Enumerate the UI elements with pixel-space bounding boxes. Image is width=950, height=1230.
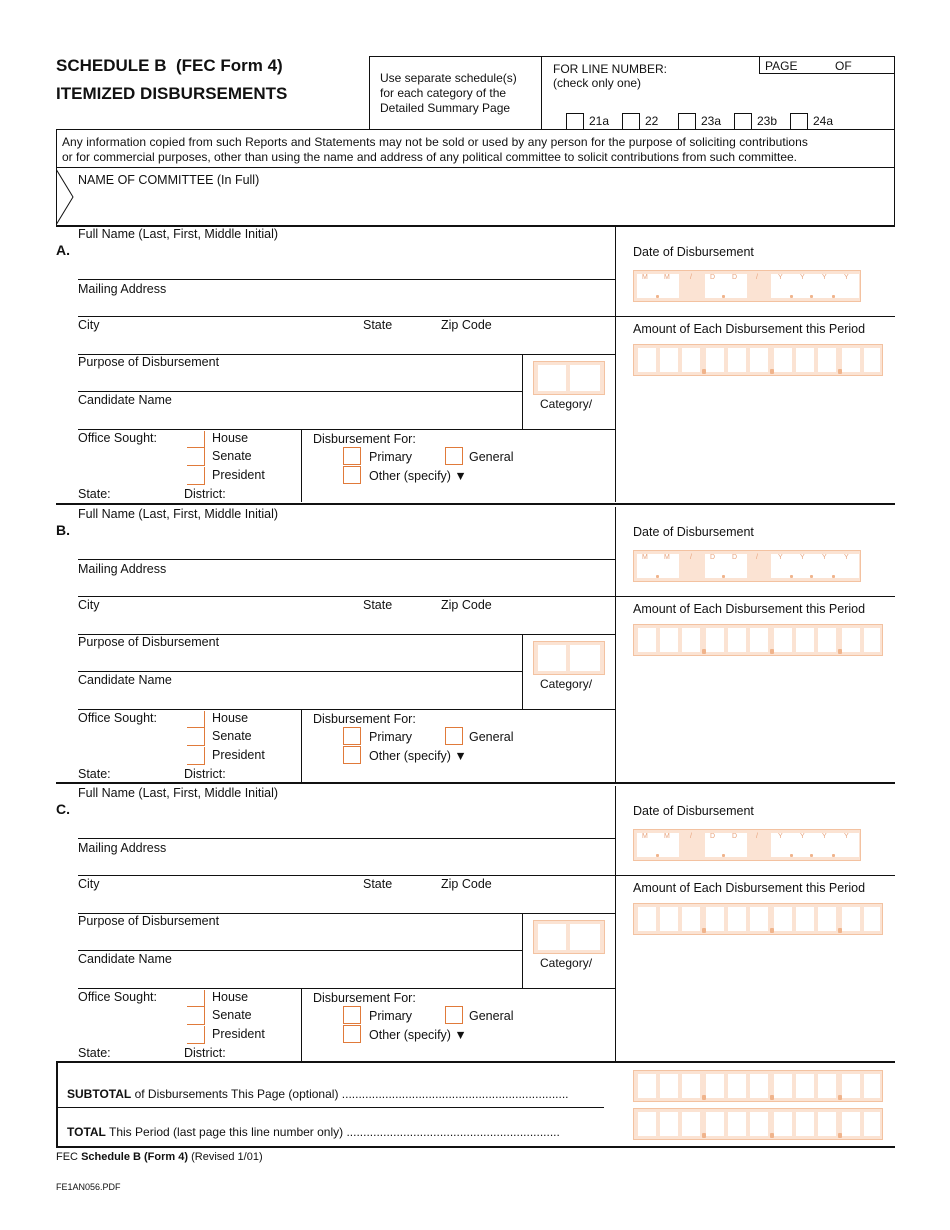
date-placeholder: Y bbox=[778, 554, 783, 561]
full-name-label: Full Name (Last, First, Middle Initial) bbox=[78, 786, 279, 800]
mailing-address-input[interactable] bbox=[78, 297, 608, 315]
category-type-field[interactable] bbox=[533, 361, 605, 395]
date-placeholder: / bbox=[690, 833, 692, 840]
check-only-one: (check only one) bbox=[553, 76, 642, 90]
mailing-address-label: Mailing Address bbox=[78, 562, 167, 576]
office-state-label: State: bbox=[78, 487, 111, 501]
date-placeholder: M bbox=[642, 833, 648, 840]
zip-label: Zip Code bbox=[441, 877, 492, 891]
house-label: House bbox=[212, 431, 249, 445]
amount-label: Amount of Each Disbursement this Period bbox=[633, 322, 866, 336]
president-label: President bbox=[212, 748, 265, 762]
house-label: House bbox=[212, 711, 249, 725]
line-23b-label: 23b bbox=[757, 114, 778, 128]
full-name-input[interactable] bbox=[78, 802, 608, 836]
city-label: City bbox=[78, 598, 100, 612]
date-placeholder: D bbox=[710, 833, 716, 840]
office-sought-label: Office Sought: bbox=[78, 711, 157, 725]
purpose-input[interactable] bbox=[78, 371, 518, 389]
disbursement-for-label: Disbursement For: bbox=[313, 712, 416, 726]
date-placeholder: D bbox=[732, 833, 738, 840]
state-label: State bbox=[363, 598, 393, 612]
house-label: House bbox=[212, 990, 249, 1004]
column-divider bbox=[615, 507, 616, 782]
mailing-address-input[interactable] bbox=[78, 577, 608, 595]
entry-b-letter: B. bbox=[56, 522, 70, 538]
line-24a-label: 24a bbox=[813, 114, 834, 128]
candidate-name-label: Candidate Name bbox=[78, 393, 172, 407]
candidate-name-input[interactable] bbox=[78, 689, 518, 707]
entry-separator bbox=[56, 503, 895, 505]
president-checkbox[interactable] bbox=[187, 747, 205, 765]
line-22-label: 22 bbox=[645, 114, 659, 128]
state-label: State bbox=[363, 877, 393, 891]
date-label: Date of Disbursement bbox=[633, 525, 754, 539]
mailing-address-label: Mailing Address bbox=[78, 841, 167, 855]
senate-label: Senate bbox=[212, 449, 252, 463]
primary-checkbox[interactable] bbox=[343, 447, 361, 465]
other-label: Other (specify) ▼ bbox=[369, 749, 467, 763]
date-label: Date of Disbursement bbox=[633, 245, 754, 259]
general-checkbox[interactable] bbox=[445, 727, 463, 745]
date-of-disbursement-field[interactable] bbox=[633, 270, 861, 302]
date-placeholder: M bbox=[664, 554, 670, 561]
house-checkbox[interactable] bbox=[187, 711, 205, 728]
amount-field[interactable] bbox=[633, 903, 883, 935]
date-of-disbursement-field[interactable] bbox=[633, 550, 861, 582]
senate-label: Senate bbox=[212, 1008, 252, 1022]
city-state-zip-input[interactable] bbox=[78, 892, 608, 912]
other-checkbox[interactable] bbox=[343, 466, 361, 484]
category-type-field[interactable] bbox=[533, 641, 605, 675]
line-21a-checkbox[interactable] bbox=[566, 113, 584, 130]
category-label: Category/ bbox=[540, 677, 593, 691]
disbursement-for-label: Disbursement For: bbox=[313, 991, 416, 1005]
general-label: General bbox=[469, 450, 514, 464]
primary-checkbox[interactable] bbox=[343, 1006, 361, 1024]
footer-form-id: FEC Schedule B (Form 4) (Revised 1/01) bbox=[56, 1151, 263, 1163]
senate-checkbox[interactable] bbox=[187, 728, 205, 746]
committee-name-label: NAME OF COMMITTEE (In Full) bbox=[78, 173, 260, 187]
purpose-label: Purpose of Disbursement bbox=[78, 635, 220, 649]
state-label: State bbox=[363, 318, 393, 332]
date-placeholder: Y bbox=[822, 274, 827, 281]
senate-checkbox[interactable] bbox=[187, 1007, 205, 1025]
president-label: President bbox=[212, 1027, 265, 1041]
instructions-text-2: for each category of the bbox=[380, 86, 507, 100]
total-label: TOTAL This Period (last page this line number only) ................................................................ bbox=[67, 1125, 560, 1139]
district-label: District: bbox=[184, 487, 226, 501]
date-placeholder: D bbox=[710, 274, 716, 281]
column-divider bbox=[615, 227, 616, 502]
amount-label: Amount of Each Disbursement this Period bbox=[633, 881, 866, 895]
president-checkbox[interactable] bbox=[187, 1026, 205, 1044]
total-amount-field[interactable] bbox=[633, 1108, 883, 1140]
office-sought-label: Office Sought: bbox=[78, 431, 157, 445]
district-label: District: bbox=[184, 767, 226, 781]
house-checkbox[interactable] bbox=[187, 431, 205, 448]
amount-field[interactable] bbox=[633, 344, 883, 376]
office-state-label: State: bbox=[78, 767, 111, 781]
category-type-field[interactable] bbox=[533, 920, 605, 954]
instructions-text-1: Use separate schedule(s) bbox=[380, 71, 517, 85]
amount-label: Amount of Each Disbursement this Period bbox=[633, 602, 866, 616]
form-subtitle: ITEMIZED DISBURSEMENTS bbox=[56, 84, 288, 103]
category-label: Category/ bbox=[540, 956, 593, 970]
date-placeholder: Y bbox=[844, 833, 849, 840]
date-placeholder: D bbox=[732, 554, 738, 561]
other-checkbox[interactable] bbox=[343, 746, 361, 764]
notice-line-1: Any information copied from such Reports and Statements may not be sold or used by any person for the purpose of soliciting contributions bbox=[62, 135, 808, 149]
purpose-label: Purpose of Disbursement bbox=[78, 355, 220, 369]
candidate-name-input[interactable] bbox=[78, 409, 518, 427]
full-name-label: Full Name (Last, First, Middle Initial) bbox=[78, 507, 279, 521]
date-placeholder: Y bbox=[844, 554, 849, 561]
date-placeholder: Y bbox=[822, 554, 827, 561]
entry-a-letter: A. bbox=[56, 242, 70, 258]
instructions-text-3: Detailed Summary Page bbox=[380, 101, 511, 115]
primary-label: Primary bbox=[369, 1009, 413, 1023]
entry-c-letter: C. bbox=[56, 801, 70, 817]
date-placeholder: D bbox=[732, 274, 738, 281]
date-placeholder: D bbox=[710, 554, 716, 561]
date-placeholder: Y bbox=[800, 274, 805, 281]
line-number-label: FOR LINE NUMBER: bbox=[553, 62, 668, 76]
footer-file-name: FE1AN056.PDF bbox=[56, 1182, 121, 1192]
date-placeholder: M bbox=[642, 554, 648, 561]
amount-field[interactable] bbox=[633, 624, 883, 656]
city-label: City bbox=[78, 877, 100, 891]
senate-label: Senate bbox=[212, 729, 252, 743]
date-of-disbursement-field[interactable] bbox=[633, 829, 861, 861]
city-state-zip-input[interactable] bbox=[78, 613, 608, 633]
date-placeholder: Y bbox=[800, 554, 805, 561]
mailing-address-label: Mailing Address bbox=[78, 282, 167, 296]
other-label: Other (specify) ▼ bbox=[369, 1028, 467, 1042]
entry-separator bbox=[56, 782, 895, 784]
city-state-zip-input[interactable] bbox=[78, 333, 608, 353]
city-label: City bbox=[78, 318, 100, 332]
date-placeholder: Y bbox=[778, 274, 783, 281]
date-placeholder: / bbox=[690, 554, 692, 561]
other-checkbox[interactable] bbox=[343, 1025, 361, 1043]
date-placeholder: Y bbox=[800, 833, 805, 840]
office-sought-label: Office Sought: bbox=[78, 990, 157, 1004]
date-placeholder: M bbox=[664, 274, 670, 281]
category-label: Category/ bbox=[540, 397, 593, 411]
full-name-input[interactable] bbox=[78, 243, 608, 277]
mailing-address-input[interactable] bbox=[78, 856, 608, 874]
general-checkbox[interactable] bbox=[445, 447, 463, 465]
committee-name-input[interactable] bbox=[78, 190, 888, 222]
house-checkbox[interactable] bbox=[187, 990, 205, 1007]
full-name-input[interactable] bbox=[78, 523, 608, 557]
line-24a-checkbox[interactable] bbox=[790, 113, 808, 130]
date-placeholder: / bbox=[690, 274, 692, 281]
committee-arrow-icon bbox=[56, 167, 76, 227]
line-21a-label: 21a bbox=[589, 114, 610, 128]
general-checkbox[interactable] bbox=[445, 1006, 463, 1024]
line-23a-label: 23a bbox=[701, 114, 722, 128]
purpose-input[interactable] bbox=[78, 651, 518, 669]
date-placeholder: Y bbox=[778, 833, 783, 840]
office-state-label: State: bbox=[78, 1046, 111, 1060]
date-label: Date of Disbursement bbox=[633, 804, 754, 818]
primary-checkbox[interactable] bbox=[343, 727, 361, 745]
district-label: District: bbox=[184, 1046, 226, 1060]
president-label: President bbox=[212, 468, 265, 482]
of-label: OF bbox=[835, 59, 852, 73]
subtotal-label: SUBTOTAL of Disbursements This Page (optional) .................................................................... bbox=[67, 1087, 569, 1101]
president-checkbox[interactable] bbox=[187, 467, 205, 485]
column-divider bbox=[615, 786, 616, 1061]
date-placeholder: M bbox=[664, 833, 670, 840]
form-title: SCHEDULE B (FEC Form 4) bbox=[56, 56, 283, 75]
line-23b-checkbox[interactable] bbox=[734, 113, 752, 130]
date-placeholder: Y bbox=[844, 274, 849, 281]
general-label: General bbox=[469, 730, 514, 744]
date-placeholder: / bbox=[756, 274, 758, 281]
subtotal-amount-field[interactable] bbox=[633, 1070, 883, 1102]
primary-label: Primary bbox=[369, 450, 413, 464]
date-placeholder: Y bbox=[822, 833, 827, 840]
date-placeholder: / bbox=[756, 554, 758, 561]
line-22-checkbox[interactable] bbox=[622, 113, 640, 130]
disbursement-for-label: Disbursement For: bbox=[313, 432, 416, 446]
purpose-label: Purpose of Disbursement bbox=[78, 914, 220, 928]
primary-label: Primary bbox=[369, 730, 413, 744]
page-label: PAGE bbox=[765, 59, 798, 73]
zip-label: Zip Code bbox=[441, 318, 492, 332]
purpose-input[interactable] bbox=[78, 930, 518, 948]
candidate-name-input[interactable] bbox=[78, 968, 518, 986]
senate-checkbox[interactable] bbox=[187, 448, 205, 466]
other-label: Other (specify) ▼ bbox=[369, 469, 467, 483]
date-placeholder: M bbox=[642, 274, 648, 281]
general-label: General bbox=[469, 1009, 514, 1023]
candidate-name-label: Candidate Name bbox=[78, 952, 172, 966]
date-placeholder: / bbox=[756, 833, 758, 840]
zip-label: Zip Code bbox=[441, 598, 492, 612]
notice-line-2: or for commercial purposes, other than using the name and address of any political committee to solicit contributions from such committee. bbox=[62, 150, 798, 164]
full-name-label: Full Name (Last, First, Middle Initial) bbox=[78, 227, 279, 241]
line-23a-checkbox[interactable] bbox=[678, 113, 696, 130]
candidate-name-label: Candidate Name bbox=[78, 673, 172, 687]
